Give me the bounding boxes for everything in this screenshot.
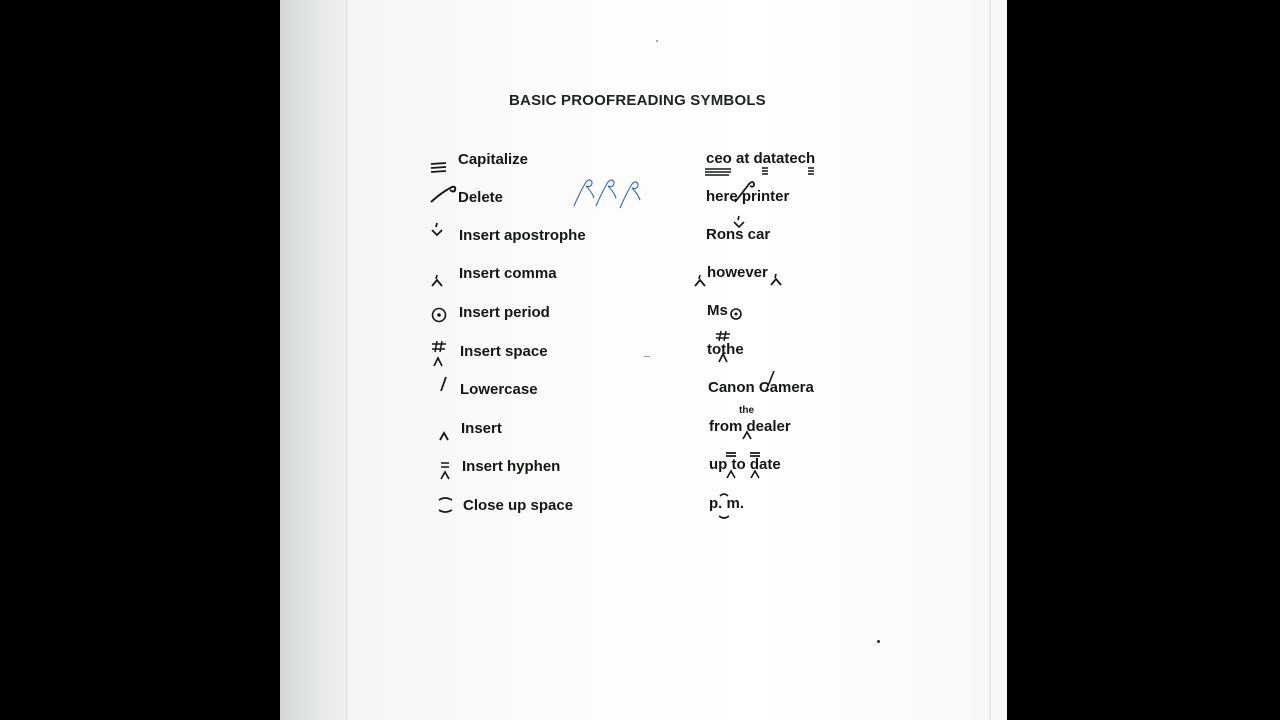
hyphen-insert-mark-2: [748, 452, 749, 453]
delete-loop-icon: [430, 184, 454, 210]
page-right-edge: [989, 0, 991, 720]
triple-underline-icon: [430, 160, 454, 186]
example-delete: here printer: [706, 188, 790, 205]
example-insert-comma: however: [707, 264, 768, 281]
slash-icon: [438, 376, 462, 402]
caret-icon: [439, 430, 463, 456]
example-insert-hyphen: up to date: [709, 456, 781, 473]
symbol-label-lowercase: Lowercase: [460, 381, 538, 398]
symbol-label-delete: Delete: [458, 189, 504, 206]
hyphen-caret-icon: [440, 460, 464, 486]
apostrophe-caret-icon: [430, 222, 454, 248]
comma-insert-mark-right: [770, 273, 771, 274]
handwritten-delete-marks: [572, 178, 573, 179]
page-title: BASIC PROOFREADING SYMBOLS: [509, 92, 766, 109]
example-insert: from dealer: [709, 418, 791, 435]
document-page: [280, 0, 1007, 720]
symbol-label-insert-period: Insert period: [459, 304, 550, 321]
insert-caret-mark: [742, 430, 743, 431]
example-insert-space: tothe: [707, 341, 744, 358]
example-close-up-space: p. m.: [709, 495, 745, 512]
symbol-label-insert-space: Insert space: [460, 343, 548, 360]
example-lowercase: Canon Camera: [708, 379, 814, 396]
close-up-arc-icon: [436, 497, 460, 523]
example-insert-period: Ms: [707, 302, 728, 319]
symbol-label-insert: Insert: [461, 420, 502, 437]
example-capitalize: ceo at datatech: [706, 150, 816, 167]
hash-caret-icon: [431, 340, 455, 366]
space-insert-mark: [715, 330, 716, 331]
capitalize-underline-marks: [705, 168, 706, 169]
period-insert-mark: [730, 307, 731, 308]
page-speck: [644, 356, 650, 357]
circled-period-icon: [431, 306, 455, 332]
lowercase-slash-mark: [763, 370, 764, 371]
comma-insert-mark-left: [694, 274, 695, 275]
example-insert-apostrophe: Rons car: [706, 226, 771, 243]
close-up-mark: [717, 492, 718, 493]
symbol-label-close-up-space: Close up space: [463, 497, 574, 514]
comma-caret-icon: [430, 274, 454, 300]
symbol-label-insert-hyphen: Insert hyphen: [462, 458, 561, 475]
symbol-label-insert-apostrophe: Insert apostrophe: [459, 227, 586, 244]
page-speck: [877, 640, 880, 643]
symbol-label-insert-comma: Insert comma: [459, 265, 557, 282]
page-edge-shadow: [280, 0, 347, 720]
symbol-label-capitalize: Capitalize: [458, 151, 529, 168]
delete-strike-mark: [734, 180, 735, 181]
inserted-word: the: [739, 405, 754, 416]
page-speck: [656, 40, 658, 42]
hyphen-insert-mark-1: [724, 452, 725, 453]
apostrophe-insert-mark: [732, 216, 733, 217]
